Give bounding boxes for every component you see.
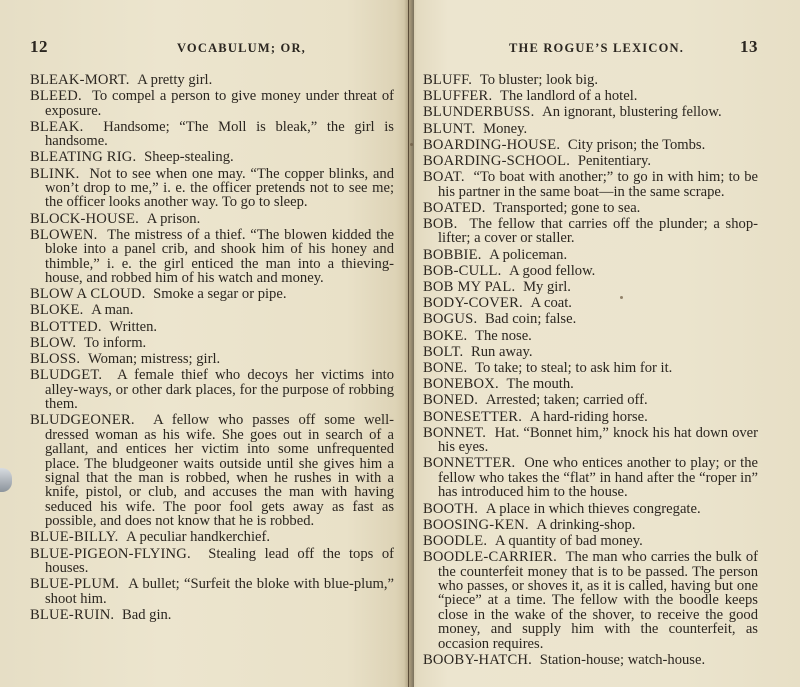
entry-term: BLEED. — [30, 88, 82, 105]
entry-term: BOODLE. — [423, 532, 488, 549]
entry-term: BLOWEN. — [30, 226, 98, 243]
page-number-right: 13 — [740, 37, 758, 56]
entry-term: BLUDGET. — [30, 367, 103, 384]
entry-definition: Smoke a segar or pipe. — [153, 286, 287, 303]
entry-definition: Not to see when one may. “The copper blinks, and won’t drop to me,” i. e. the officer pretends not to see me; the officer looks another way. To go to sleep. — [45, 165, 394, 211]
entry-definition: Money. — [483, 120, 528, 137]
dictionary-entry — [30, 150, 394, 164]
entry-definition: “To boat with another;” to go in with him; to be his partner in the same boat—in the same scrape. — [438, 169, 758, 200]
entry-definition: Arrested; taken; carried off. — [485, 392, 648, 409]
entry-term: BOKE. — [423, 327, 468, 344]
dictionary-entry — [423, 312, 758, 326]
entry-term: BLOTTED. — [30, 318, 102, 335]
dictionary-entry — [30, 167, 394, 210]
dictionary-entry — [423, 280, 758, 294]
entry-term: BOB MY PAL. — [423, 279, 516, 296]
entry-definition: A pretty girl. — [137, 72, 213, 88]
running-head-title-right: THE ROGUE’S LEXICON. — [509, 41, 685, 55]
dictionary-entry — [30, 228, 394, 286]
dictionary-entry — [423, 361, 758, 375]
entry-term: BOARDING-SCHOOL. — [423, 153, 571, 170]
entry-definition: An ignorant, blustering fellow. — [542, 104, 722, 121]
entry-term: BOATED. — [423, 199, 486, 216]
entry-term: BOOTH. — [423, 500, 479, 517]
right-entries-list — [423, 73, 758, 667]
right-running-head — [423, 37, 758, 59]
entry-term: BLOCK-HOUSE. — [30, 210, 140, 227]
dictionary-entry — [423, 393, 758, 407]
entry-definition: Stealing lead off the tops of houses. — [45, 545, 394, 576]
entry-term: BLUE-PLUM. — [30, 576, 120, 593]
dictionary-entry — [423, 73, 758, 87]
entry-definition: Hat. “Bonnet him,” knock his hat down over his eyes. — [438, 424, 758, 456]
left-entries-list — [30, 73, 394, 622]
dictionary-entry — [30, 336, 394, 350]
entry-definition: My girl. — [523, 279, 571, 296]
dictionary-entry — [423, 201, 758, 215]
ink-speck — [410, 143, 413, 146]
entry-term: BONE. — [423, 360, 468, 377]
entry-definition: A place in which thieves congregate. — [485, 500, 701, 517]
dictionary-entry — [423, 534, 758, 548]
entry-definition: Penitentiary. — [577, 153, 652, 170]
dictionary-entry — [30, 212, 394, 226]
entry-term: BOARDING-HOUSE. — [423, 136, 561, 153]
entry-term: BLUE-BILLY. — [30, 529, 119, 546]
dictionary-entry — [423, 426, 758, 455]
entry-definition: To bluster; look big. — [479, 72, 598, 88]
entry-term: BOLT. — [423, 343, 464, 360]
dictionary-entry — [423, 170, 758, 199]
dictionary-entry — [423, 89, 758, 103]
dictionary-entry — [30, 73, 394, 87]
entry-definition: A fellow who passes off some well-dressed woman as his wife. She goes out in search of a gallant, and entices her victim into some unfrequented place. The bludgeoner waits outside until she gives him a signal that the man is robbed, when he rushes in with a knife, pistol, or club, and accuses the man with having seduced his wife. The poor fool gets away as fast as possible, and does not know that he is robbed. — [45, 412, 395, 530]
entry-term: BOOSING-KEN. — [423, 516, 529, 533]
dictionary-entry — [423, 345, 758, 359]
dictionary-entry — [423, 550, 758, 651]
entry-definition: The man who carries the bulk of the counterfeit money that is to be passed. The person who passes, or shoves it, as it is called, having but one “piece” at a time. The fellow with the boodle keeps close in the wake of the shover, to receive the good money, and supply him with the counterfeit, as occasion requires. — [438, 549, 758, 652]
dictionary-entry — [30, 530, 394, 544]
entry-term: BOB. — [423, 216, 458, 233]
entry-definition: A quantity of bad money. — [494, 532, 643, 549]
dictionary-entry — [423, 296, 758, 310]
entry-definition: City prison; the Tombs. — [567, 136, 706, 153]
dictionary-entry — [30, 303, 394, 317]
entry-term: BLUE-RUIN. — [30, 606, 115, 623]
entry-term: BONEBOX. — [423, 376, 499, 393]
left-running-head — [30, 37, 394, 59]
entry-term: BLOW A CLOUD. — [30, 286, 146, 303]
entry-definition: A prison. — [146, 210, 201, 227]
dictionary-entry — [423, 329, 758, 343]
entry-definition: Sheep-stealing. — [144, 149, 234, 166]
entry-definition: The nose. — [475, 327, 532, 344]
entry-definition: Written. — [109, 318, 158, 335]
entry-definition: A good fellow. — [509, 262, 596, 279]
dictionary-entry — [30, 120, 394, 149]
entry-definition: A female thief who decoys her victims into alley-ways, or other dark places, for the purpose of robbing them. — [45, 367, 394, 413]
entry-definition: Run away. — [471, 343, 533, 360]
entry-term: BONESETTER. — [423, 408, 523, 425]
dictionary-entry — [423, 377, 758, 391]
entry-term: BODY-COVER. — [423, 295, 523, 312]
entry-definition: A coat. — [530, 295, 572, 312]
dictionary-entry — [30, 320, 394, 334]
entry-definition: Transported; gone to sea. — [493, 199, 641, 216]
entry-definition: The fellow that carries off the plunder; a shop-lifter; a cover or staller. — [438, 216, 758, 247]
dictionary-entry — [423, 456, 758, 499]
dictionary-entry — [423, 264, 758, 278]
entry-definition: Woman; mistress; girl. — [87, 351, 221, 368]
dictionary-entry — [30, 547, 394, 576]
entry-definition: Bad coin; false. — [485, 311, 577, 328]
entry-term: BLOKE. — [30, 302, 84, 319]
dictionary-entry — [423, 518, 758, 532]
entry-term: BOAT. — [423, 169, 465, 186]
dictionary-entry — [423, 105, 758, 119]
entry-definition: A drinking-shop. — [536, 516, 636, 533]
entry-term: BLOSS. — [30, 351, 81, 368]
entry-term: BOODLE-CARRIER. — [423, 549, 557, 566]
entry-term: BLUE-PIGEON-FLYING. — [30, 545, 191, 562]
entry-term: BONED. — [423, 392, 479, 409]
entry-definition: Handsome; “The Moll is bleak,” the girl is handsome. — [45, 118, 394, 150]
entry-term: BLOW. — [30, 334, 77, 351]
running-head-title-left: VOCABULUM; OR, — [176, 41, 306, 55]
page-number-left: 12 — [30, 37, 48, 56]
entry-definition: Station-house; watch-house. — [539, 651, 706, 668]
entry-definition: Bad gin. — [122, 606, 172, 623]
dictionary-entry — [423, 122, 758, 136]
dictionary-entry — [423, 217, 758, 246]
entry-term: BLUFF. — [423, 72, 473, 88]
entry-term: BONNET. — [423, 424, 487, 441]
entry-term: BLEAK-MORT. — [30, 72, 130, 88]
entry-definition: A peculiar handkerchief. — [126, 529, 270, 546]
entry-term: BONNETTER. — [423, 455, 516, 472]
entry-definition: A man. — [91, 302, 134, 319]
entry-term: BLUFFER. — [423, 88, 493, 105]
entry-definition: One who entices another to play; or the fellow who takes the “flat” in hand after the “roper in” has introduced him to the house. — [438, 455, 759, 501]
dictionary-entry — [30, 577, 394, 606]
entry-definition: The landlord of a hotel. — [500, 88, 638, 105]
entry-term: BLINK. — [30, 165, 80, 182]
entry-definition: To compel a person to give money under threat of exposure. — [45, 88, 394, 119]
right-page — [408, 0, 800, 687]
dictionary-entry — [30, 413, 394, 528]
dictionary-entry — [423, 248, 758, 262]
entry-term: BOBBIE. — [423, 246, 482, 263]
entry-definition: A bullet; “Surfeit the bloke with blue-plum,” shoot him. — [45, 576, 394, 607]
entry-definition: To inform. — [83, 334, 147, 351]
dictionary-entry — [30, 287, 394, 301]
entry-term: BLEAK. — [30, 118, 84, 135]
entry-term: BLUNDERBUSS. — [423, 104, 535, 121]
entry-definition: A hard-riding horse. — [529, 408, 648, 425]
entry-term: BLEATING RIG. — [30, 149, 137, 166]
dictionary-entry — [423, 154, 758, 168]
entry-term: BLUDGEONER. — [30, 412, 135, 429]
entry-definition: To take; to steal; to ask him for it. — [475, 360, 673, 377]
dictionary-entry — [423, 653, 758, 667]
entry-definition: The mistress of a thief. “The blowen kidded the bloke into a panel crib, and shook him of his honey and thimble,” i. e. the girl enticed the man into a thieving-house, and robbed him of his watch and money. — [45, 226, 394, 287]
dictionary-entry — [423, 138, 758, 152]
entry-term: BOB-CULL. — [423, 262, 502, 279]
dictionary-entry — [30, 352, 394, 366]
dictionary-entry — [30, 89, 394, 118]
entry-term: BOOBY-HATCH. — [423, 651, 533, 668]
entry-definition: A policeman. — [489, 246, 568, 263]
entry-term: BOGUS. — [423, 311, 478, 328]
dictionary-entry — [423, 410, 758, 424]
dictionary-entry — [30, 368, 394, 411]
entry-term: BLUNT. — [423, 120, 476, 137]
ink-speck — [620, 296, 623, 299]
entry-definition: The mouth. — [506, 376, 574, 393]
dictionary-entry — [423, 502, 758, 516]
dictionary-entry — [30, 608, 394, 622]
